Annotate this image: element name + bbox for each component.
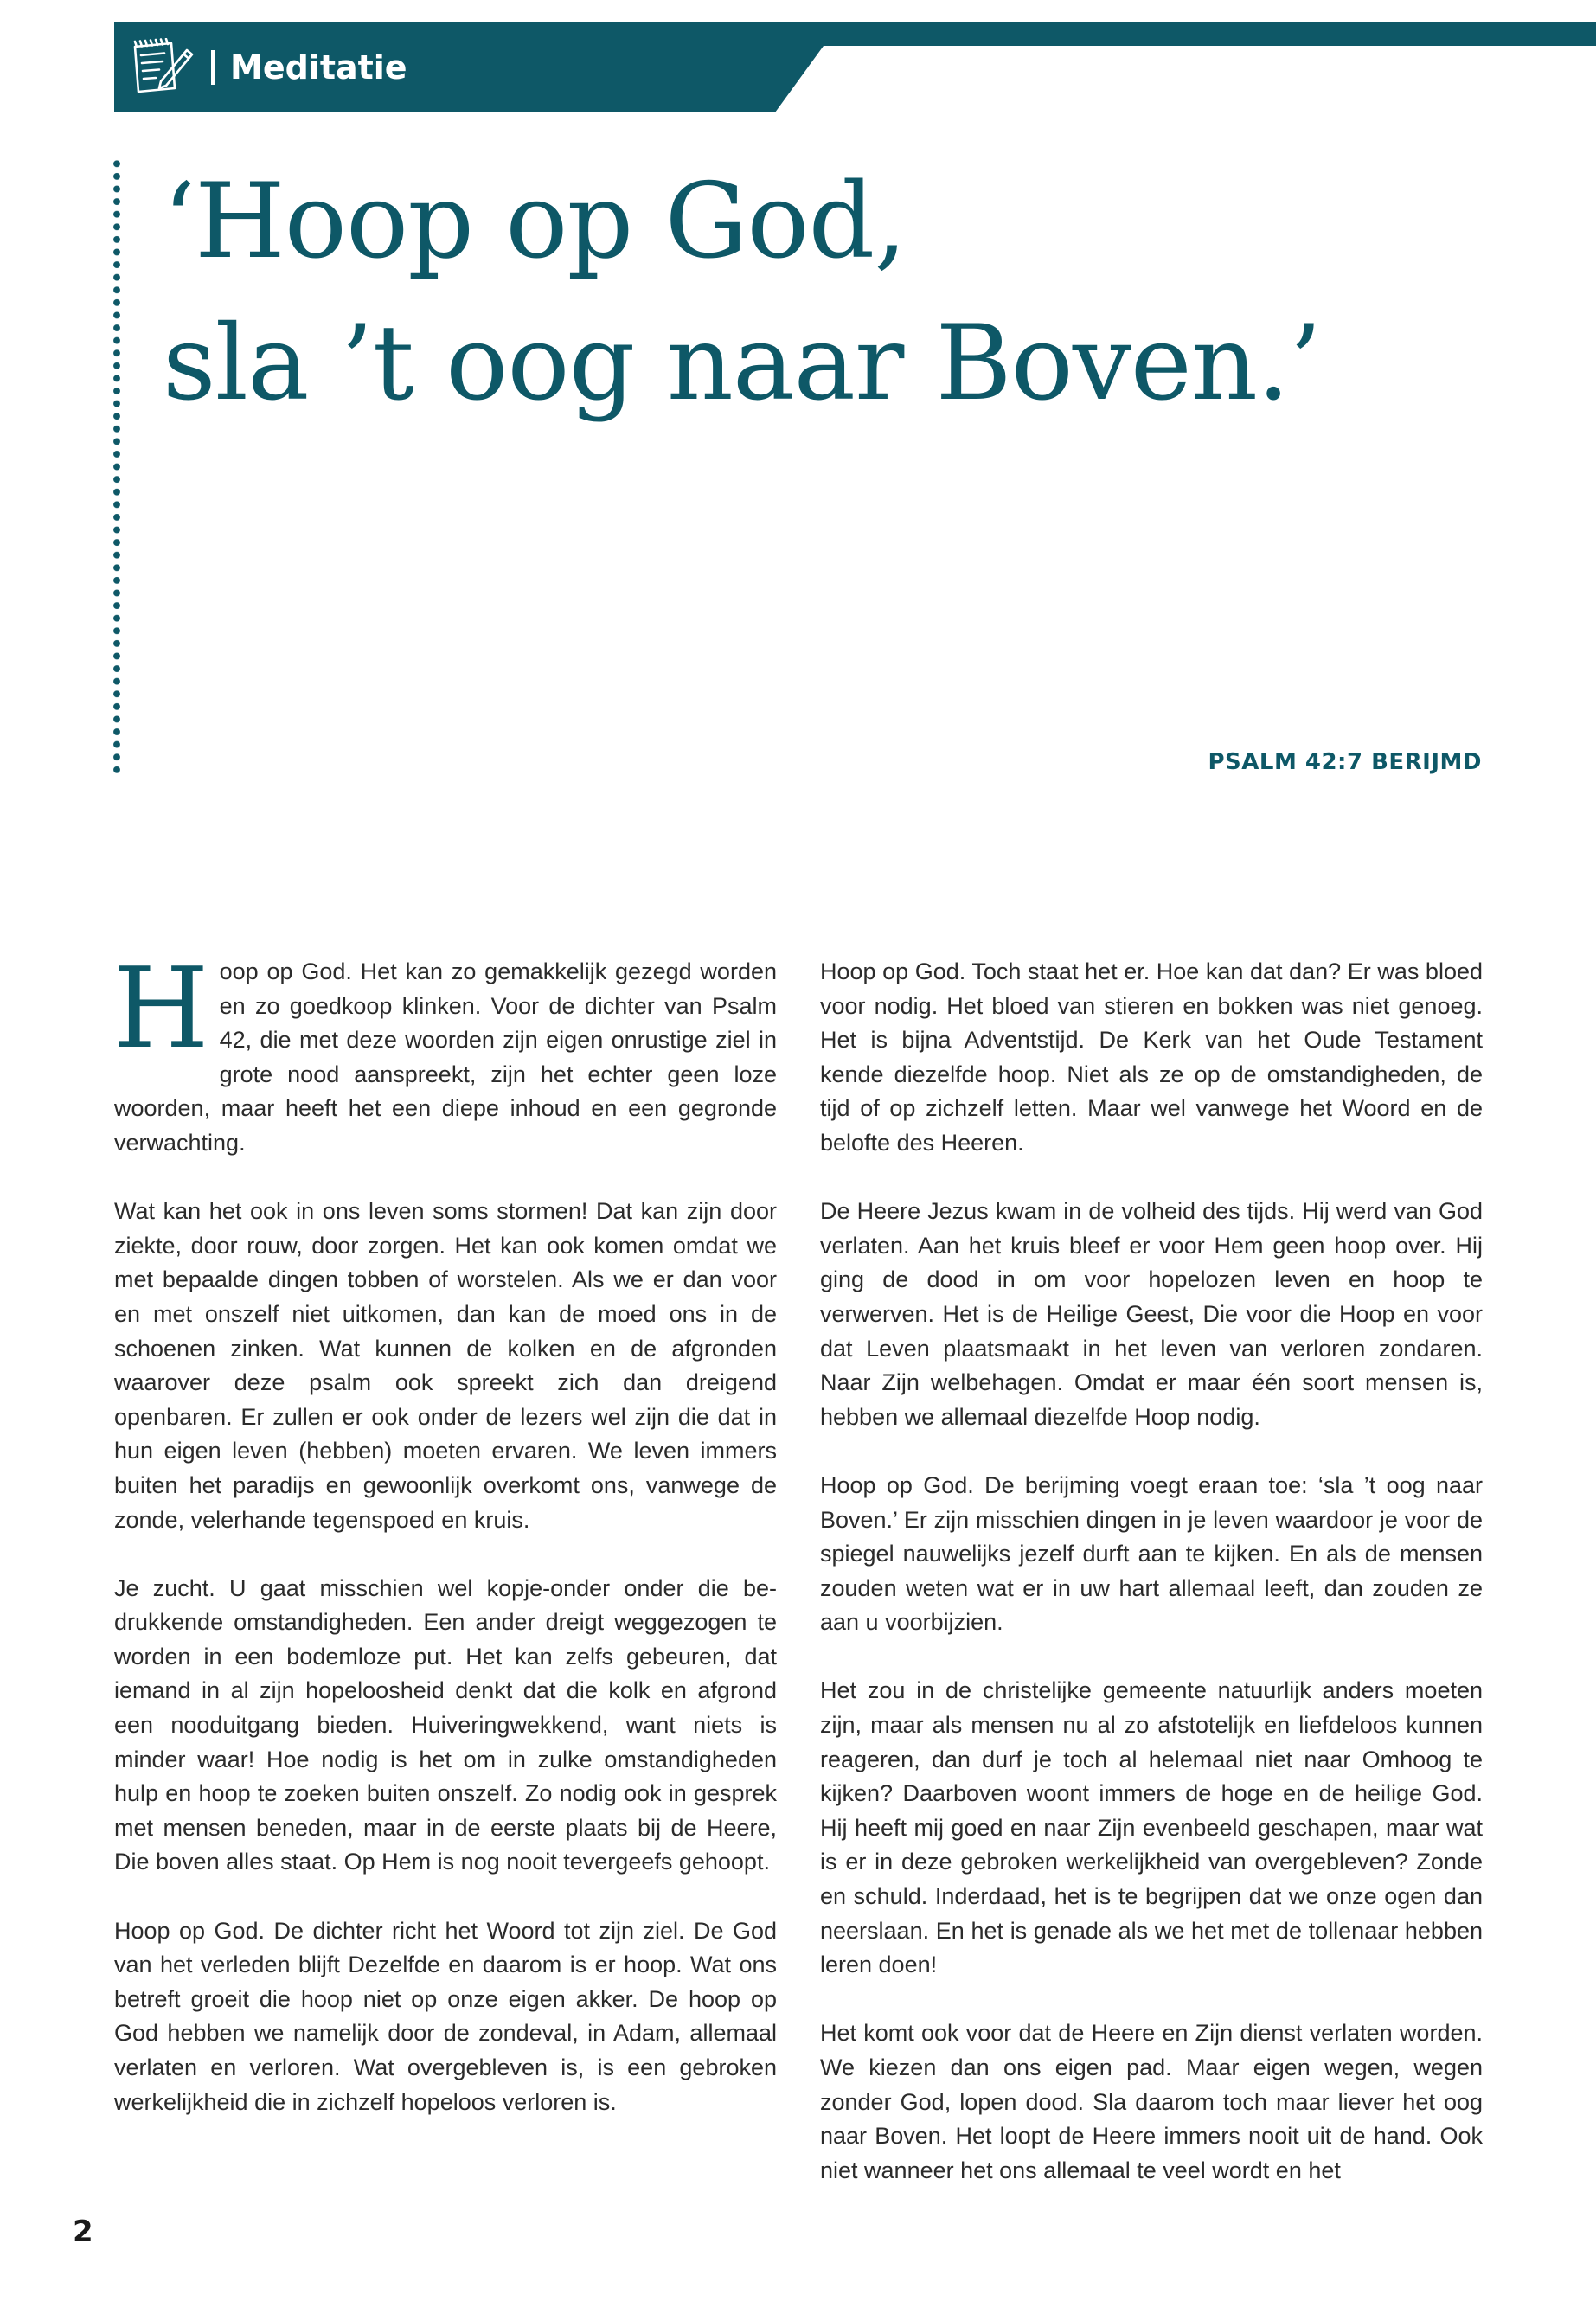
title-line-1: ‘Hoop op God,: [163, 162, 907, 282]
drop-cap: H: [112, 945, 209, 1074]
page-number: 2: [73, 2214, 93, 2249]
quote-source: PSALM 42:7 BERIJMD: [1208, 749, 1482, 775]
section-label-text: Meditatie: [230, 48, 407, 87]
article-paragraph: Het komt ook voor dat de Heere en Zijn dienst verlaten worden. We kiezen dan ons eigen pad. Maar eigen wegen, wegen zonder God, lopen dood. Sla daarom toch maar liever het oog naar Boven. Het loopt de Heere immers nooit uit de hand. Ook niet wanneer het ons allemaal te veel wordt en het: [820, 2020, 1483, 2183]
article-paragraph: Je zucht. U gaat misschien wel kopje-onder onder die bedrukkende omstandigheden. Een ander dreigt weggezogen te worden in een bodemloze put. Het kan zelfs gebeuren, dat iemand in al zijn hopeloosheid denkt dat die kolk en afgrond een nooduitgang bieden. Huiveringwekkend, want niets is minder waar! Hoe nodig is het om in zulke omstandigheden hulp en hoop te zoeken buiten onszelf. Zo nodig ook in gesprek met mensen beneden, maar in de eerste plaats bij de Heere, Die boven alles staat. Op Hem is nog nooit tevergeefs gehoopt.: [114, 1574, 777, 1875]
article-paragraph: Hoop op God. De dichter richt het Woord tot zijn ziel. De God van het verleden blijft Dezelfde en daarom is er hoop. Wat ons betreft groeit die hoop niet op onze eigen akker. De hoop op God hebben we namelijk door de zondeval, in Adam, allemaal verlaten en verloren. Wat overgebleven is, is een gebroken werkelijkheid die in zichzelf hopeloos verloren is.: [114, 1917, 777, 2115]
article-paragraph: Hoop op God. De berijming voegt eraan toe: ‘sla ’t oog naar Boven.’ Er zijn misschien dingen in je leven waardoor je voor de spiegel nauwelijks jezelf durft aan te kijken. En als de mensen zouden weten wat er in uw hart allemaal leeft, dan zouden ze aan u voorbijzien.: [820, 1471, 1483, 1636]
section-label: [211, 42, 407, 93]
header-divider: [211, 50, 215, 85]
title-line-2: sla ’t oog naar Boven.’: [163, 304, 1322, 424]
writing-notepad-icon: [130, 38, 195, 95]
article-paragraph: Wat kan het ook in ons leven soms stormen! Dat kan zijn door ziekte, door rouw, door zorgen. Het kan ook komen omdat we met bepaalde dingen tobben of worstelen. Als we er dan voor en met onszelf niet uitkomen, dan kan de moed ons in de schoenen zinken. Wat kunnen de kolken en de afgronden waarover deze psalm ook spreekt zich dan dreigend openbaren. Er zullen er ook onder de lezers wel zijn die dat in hun eigen leven (hebben) moeten ervaren. We leven immers buiten het paradijs en gewoonlijk overkomt ons, vanwege de zonde, velerhande tegenspoed en kruis.: [114, 1198, 777, 1533]
page-title: [163, 151, 1460, 435]
section-header-band: [114, 22, 1596, 112]
article-column-right: [820, 955, 1483, 2222]
dotted-vertical-rule: [112, 157, 121, 773]
article-paragraph: Het zou in de christelijke gemeente natuurlijk anders moeten zijn, maar als mensen nu al zo afstotelijk en liefdeloos kunnen reageren, dan durf je toch al helemaal niet naar Omhoog te kijken? Daarboven woont immers de hoge en de heilige God. Hij heeft mij goed en naar Zijn evenbeeld geschapen, maar wat is er in deze gebroken werkelijkheid van overgebleven? Zonde en schuld. Inderdaad, het is te begrijpen dat we onze ogen dan neerslaan. En het is genade als we het met de tollenaar hebben leren doen!: [820, 1677, 1483, 1978]
article-paragraph: Hoop op God. Toch staat het er. Hoe kan dat dan? Er was bloed voor nodig. Het bloed van stieren en bokken was niet genoeg. Het is bijna Adventstijd. De Kerk van het Oude Testament kende diezelfde hoop. Niet als ze op de omstandigheden, de tijd of op zichzelf letten. Maar wel vanwege het Woord en de belofte des Heeren.: [820, 958, 1483, 1156]
article-column-left: [112, 945, 777, 2154]
article-paragraph: De Heere Jezus kwam in de volheid des tijds. Hij werd van God verlaten. Aan het kruis bleef er voor Hem geen hoop over. Hij ging de dood in om voor hopelozen leven en hoop te verwerven. Het is de Heilige Geest, Die voor die Hoop en voor dat Leven plaatsmaakt in het leven van verloren zondaren. Naar Zijn welbehagen. Omdat er maar één soort mensen is, hebben we allemaal diezelfde Hoop nodig.: [820, 1198, 1483, 1430]
article-paragraph: Hoop op God. Het kan zo gemakkelijk gezegd worden en zo goedkoop klinken. Voor de dichter van Psalm 42, die met deze woorden zijn eigen onrustige ziel in grote nood aanspreekt, zijn het echter geen loze woorden, maar heeft het een diepe inhoud en een gegronde verwachting.: [112, 945, 777, 1156]
